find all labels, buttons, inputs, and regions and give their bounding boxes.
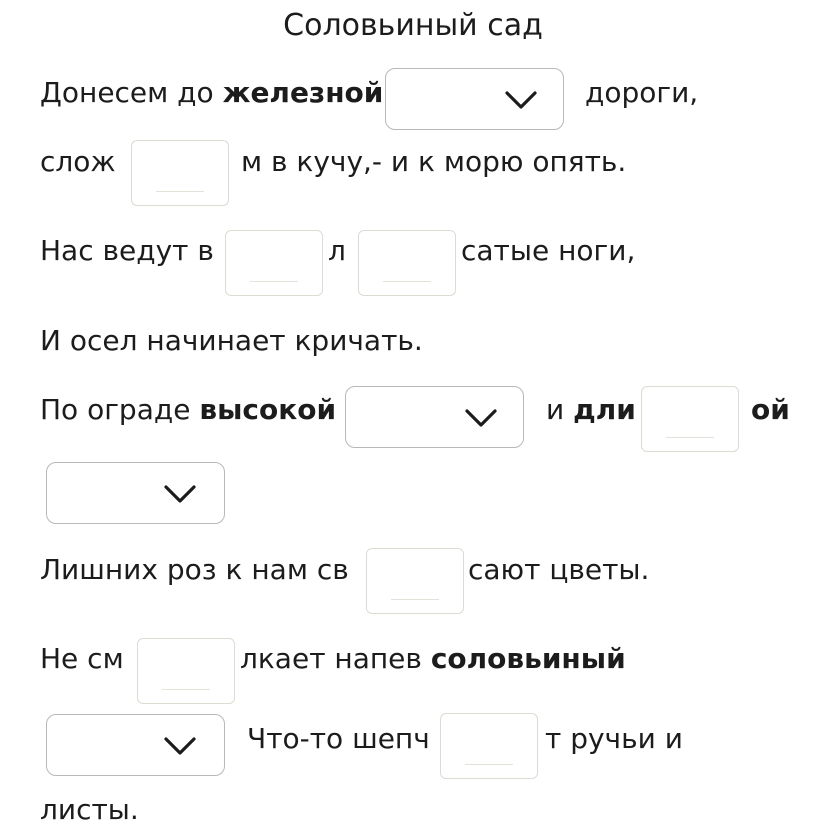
letter-input-6[interactable] (162, 669, 210, 690)
line-5-text-b (546, 393, 636, 427)
letter-input-7[interactable] (465, 744, 513, 765)
line-5-part-a: По ограде (40, 393, 200, 426)
line-6-part-b: сают цветы. (468, 553, 650, 586)
line-7-part-b: лкает напев (240, 642, 431, 675)
line-6-part-a: Лишних роз к нам св (40, 553, 349, 586)
line-1-part-c: дороги, (585, 76, 699, 109)
letter-box-5 (366, 548, 464, 614)
line-5-bold-fragment: дли (573, 393, 636, 426)
letter-box-4 (641, 386, 739, 452)
line-8-part-b: т ручьи и (545, 722, 683, 755)
dropdown-3[interactable] (46, 462, 225, 524)
letter-input-4[interactable] (666, 417, 714, 438)
line-2-part-b: м в кучу,- и к морю опять. (241, 145, 627, 178)
letter-input-1[interactable] (156, 171, 204, 192)
line-8-part-a: Что-то шепч (247, 722, 430, 755)
letter-input-3[interactable] (383, 261, 431, 282)
line-3-part-b: л (328, 234, 346, 267)
line-4-text: И осел начинает кричать. (40, 324, 423, 357)
chevron-down-icon (163, 736, 197, 756)
dropdown-1[interactable] (385, 68, 564, 130)
line-5-part-e: ой (751, 393, 790, 426)
letter-box-3 (358, 230, 456, 296)
line-7-text-b (240, 642, 626, 676)
chevron-down-icon (504, 90, 538, 110)
letter-box-2 (225, 230, 323, 296)
letter-input-5[interactable] (391, 579, 439, 600)
line-7-bold-word: соловьиный (430, 642, 626, 675)
line-3-part-a: Нас ведут в (40, 234, 214, 267)
letter-box-6 (137, 638, 235, 704)
line-5-part-c: и (546, 393, 574, 426)
letter-box-1 (131, 140, 229, 206)
line-5-text (40, 393, 336, 427)
line-2-part-a: слож (40, 145, 116, 178)
line-1-part-a: Донесем до (40, 76, 223, 109)
dropdown-4[interactable] (46, 714, 225, 776)
line-3-part-c: сатые ноги, (461, 234, 636, 267)
line-5-bold-word: высокой (199, 393, 337, 426)
letter-input-2[interactable] (250, 261, 298, 282)
line-1-text (40, 76, 383, 110)
line-7-part-a: Не см (40, 642, 124, 675)
line-9-text: листы. (40, 793, 139, 826)
exercise-title: Соловьиный сад (283, 8, 543, 43)
dropdown-2[interactable] (345, 386, 524, 448)
chevron-down-icon (464, 408, 498, 428)
chevron-down-icon (163, 484, 197, 504)
line-1-bold-word: железной (222, 76, 384, 109)
letter-box-7 (440, 713, 538, 779)
